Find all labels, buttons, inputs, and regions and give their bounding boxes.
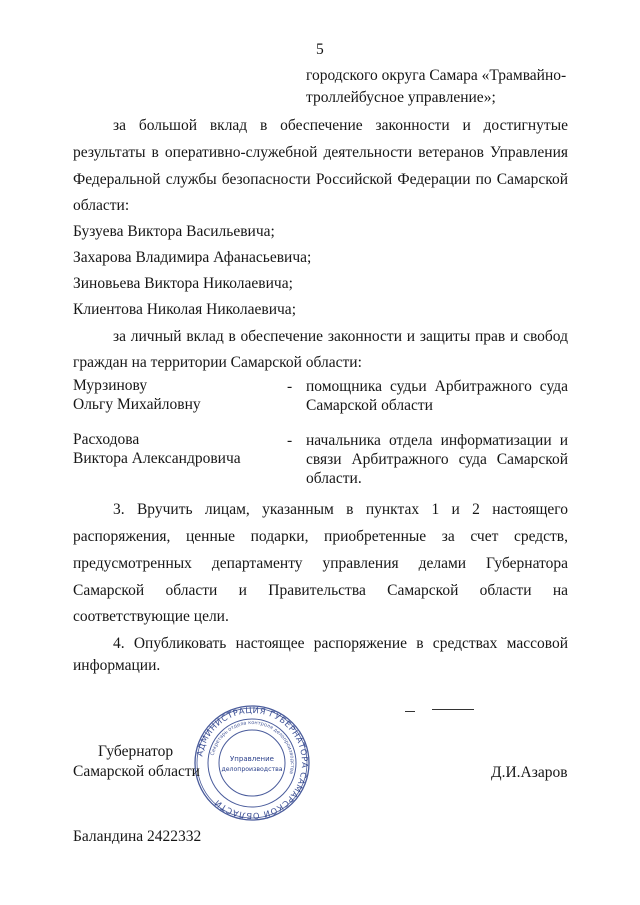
item4-line: информации. [73, 657, 161, 674]
intro-line-1: городского округа Самара «Трамвайно- [306, 67, 567, 84]
person-role-line: связи Арбитражного суда Самарской [306, 451, 568, 468]
item4-line: 4. Опубликовать настоящее распоряжение в средствах массовой [113, 635, 568, 652]
fsb-paragraph-line: области: [73, 197, 130, 214]
person-dash: - [287, 378, 293, 395]
item3-line: предусмотренных департаменту управления делами Губернатора [73, 555, 568, 572]
name-item: Зиновьева Виктора Николаевича; [73, 275, 293, 292]
item3-line: распоряжения, ценные подарки, приобретенные за счет средств, [73, 528, 568, 545]
person-role-line: Самарской области [306, 397, 433, 414]
item3-line: соответствующие цели. [73, 608, 229, 625]
executor-contact: Баландина 2422332 [73, 828, 202, 845]
item3-line: 3. Вручить лицам, указанным в пунктах 1 и 2 настоящего [113, 501, 568, 518]
name-item: Клиентова Николая Николаевича; [73, 301, 296, 318]
rights-paragraph-line: за личный вклад в обеспечение законности и защиты прав и свобод [113, 328, 568, 345]
seal-inner-text: Секретарь отдела контроля делопроизводства [209, 719, 296, 775]
rights-paragraph-line: граждан на территории Самарской области: [73, 354, 362, 371]
intro-line-2: троллейбусное управление»; [306, 89, 496, 106]
fsb-paragraph-line: результаты в оперативно-служебной деятельности ветеранов Управления [73, 144, 568, 161]
fsb-paragraph-line: за большой вклад в обеспечение законности и достигнутые [113, 117, 568, 134]
seal-center-line-2: делопроизводства [221, 766, 283, 773]
person-name-line: Расходова [73, 431, 140, 448]
person-role-line: начальника отдела информатизации и [306, 432, 568, 449]
signature-stroke [405, 711, 415, 712]
name-item: Бузуева Виктора Васильевича; [73, 223, 275, 240]
signature-stroke [432, 709, 474, 710]
seal-center-line-1: Управление [230, 755, 274, 763]
item3-line: Самарской области и Правительства Самарской области на [73, 582, 568, 599]
person-role-line: области. [306, 470, 362, 487]
fsb-paragraph-line: Федеральной службы безопасности Российской Федерации по Самарской [73, 171, 568, 188]
official-seal [193, 704, 311, 822]
governor-title: Губернатор [98, 743, 174, 760]
person-dash: - [287, 432, 293, 449]
governor-region: Самарской области [73, 763, 200, 780]
page-number: 5 [316, 41, 324, 58]
person-role-line: помощника судьи Арбитражного суда [306, 378, 568, 395]
person-name-line: Виктора Александровича [73, 450, 241, 467]
seal-outer-text: АДМИНИСТРАЦИЯ ГУБЕРНАТОРА САМАРСКОЙ ОБЛАСТИ [194, 704, 311, 822]
person-name-line: Ольгу Михайловну [73, 396, 201, 413]
signer-name: Д.И.Азаров [491, 764, 568, 781]
name-item: Захарова Владимира Афанасьевича; [73, 249, 312, 266]
person-name-line: Мурзинову [73, 377, 148, 394]
